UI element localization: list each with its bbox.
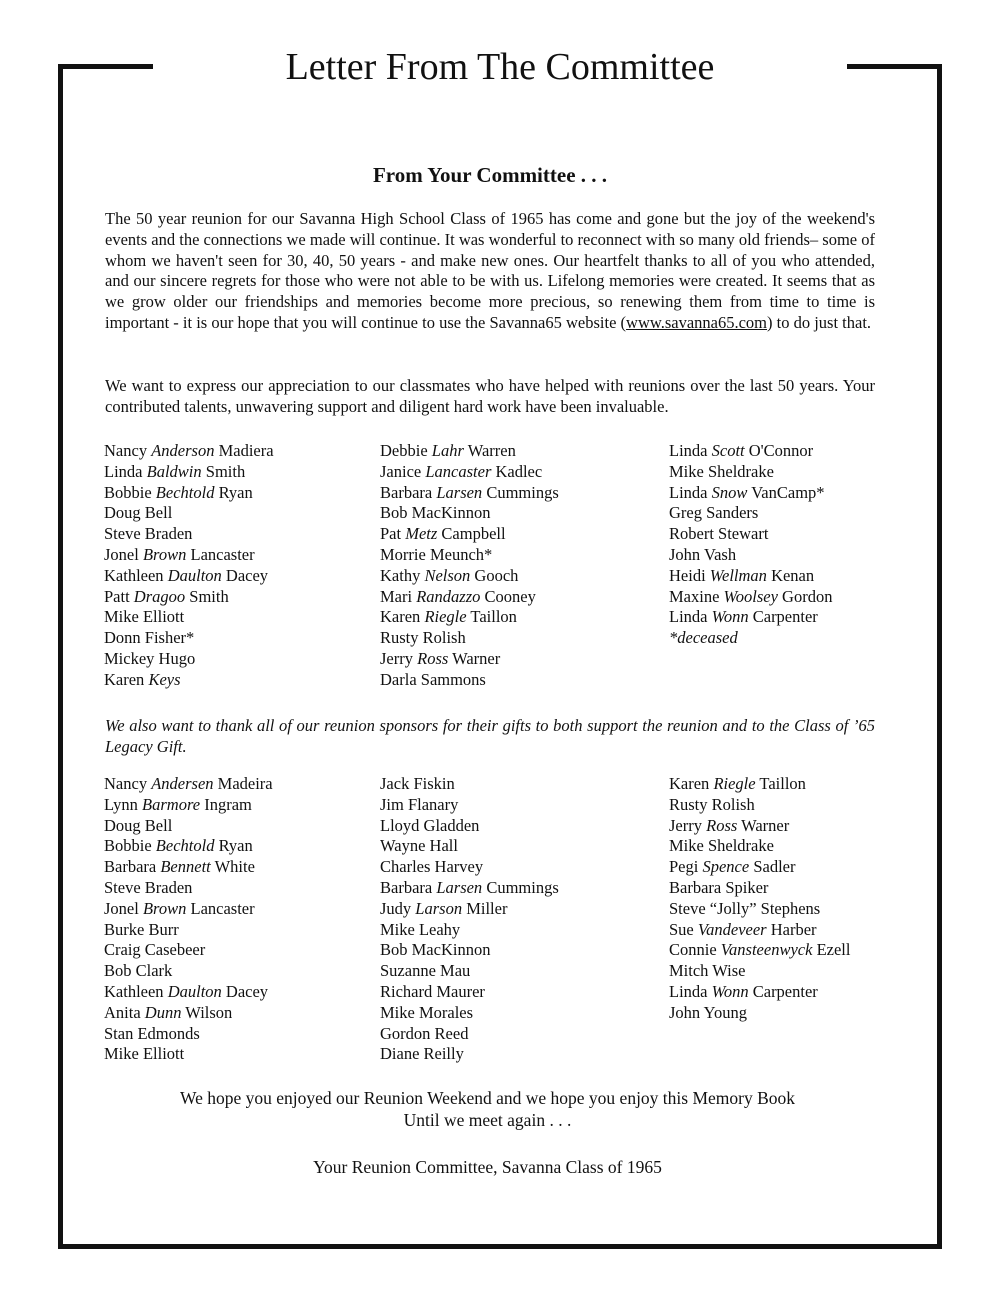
name-part-first: Darla Sammons xyxy=(380,669,486,689)
name-part-last: Ezell xyxy=(812,940,851,960)
name-part-italic: Spence xyxy=(702,857,750,877)
name-part-italic: Daulton xyxy=(167,981,222,1001)
name-part-first: Steve “Jolly” Stephens xyxy=(669,898,821,918)
name-part-italic: Barmore xyxy=(142,794,201,814)
name-list-item xyxy=(104,503,274,524)
name-part-italic: Bechtold xyxy=(155,836,215,856)
name-list-item xyxy=(104,670,274,691)
name-part-first: Nancy xyxy=(104,774,152,793)
name-part-last: O'Connor xyxy=(744,441,814,460)
name-part-italic: Brown xyxy=(142,898,187,918)
name-list-item xyxy=(380,503,559,524)
helpers-column-1 xyxy=(104,441,274,691)
name-part-first: Kathy xyxy=(380,565,425,585)
name-part-first: Barbara xyxy=(104,857,161,877)
name-list-item xyxy=(104,649,274,670)
name-part-italic: Ross xyxy=(417,648,449,668)
name-part-first: Karen xyxy=(669,774,714,793)
name-part-last: Warren xyxy=(463,441,516,460)
name-part-first: Debbie xyxy=(380,441,432,460)
name-part-first: Stan Edmonds xyxy=(104,1023,200,1043)
name-list-item xyxy=(104,483,274,504)
name-list-item xyxy=(104,545,274,566)
name-list-item xyxy=(669,774,850,795)
section-heading: From Your Committee . . . xyxy=(372,163,608,187)
name-part-last: Cooney xyxy=(480,586,536,606)
name-part-first: Rusty Rolish xyxy=(669,794,755,814)
name-list-item xyxy=(380,836,559,857)
name-list-item xyxy=(669,524,832,545)
name-part-italic: Lahr xyxy=(431,441,464,460)
name-list-item xyxy=(104,462,274,483)
name-part-first: Janice xyxy=(380,461,426,481)
name-list-item xyxy=(380,607,559,628)
name-part-first: Lynn xyxy=(104,794,143,814)
committee-signoff: Your Reunion Committee, Savanna Class of 1965 xyxy=(313,1157,662,1177)
name-part-first: Diane Reilly xyxy=(380,1044,464,1064)
name-part-last: Carpenter xyxy=(748,981,818,1001)
name-list-item xyxy=(380,940,559,961)
name-list-item xyxy=(669,961,850,982)
name-part-italic: Vansteenwyck xyxy=(720,940,813,960)
name-part-italic: Dunn xyxy=(144,1002,182,1022)
name-list-item xyxy=(380,483,559,504)
name-list-item xyxy=(104,816,273,837)
appreciation-paragraph: We want to express our appreciation to our classmates who have helped with reunions over the last 50 years. Your contributed talents, unwavering support and diligent hard work have been invaluable. xyxy=(105,376,875,416)
sponsors-intro: We also want to thank all of our reunion sponsors for their gifts to both support the reunion and to the Class of ’65 Legacy Gift. xyxy=(105,716,875,756)
sponsors-column-3 xyxy=(669,774,850,1024)
name-part-last: Carpenter xyxy=(748,607,818,627)
name-list-item xyxy=(380,1024,559,1045)
name-part-first: Steve Braden xyxy=(104,524,193,544)
name-part-first: Mike Leahy xyxy=(380,919,461,939)
name-part-first: Jonel xyxy=(104,544,143,564)
name-part-last: Dacey xyxy=(221,565,269,585)
closing-message xyxy=(0,1087,975,1131)
name-list-item xyxy=(380,1044,559,1065)
name-list-item xyxy=(104,836,273,857)
name-part-first: John Vash xyxy=(669,544,737,564)
name-list-item xyxy=(104,587,274,608)
name-part-first: Linda xyxy=(669,441,712,460)
name-part-italic: Baldwin xyxy=(146,461,202,481)
name-part-first: Jerry xyxy=(380,648,418,668)
website-link[interactable]: www.savanna65.com xyxy=(626,312,768,332)
name-list-item xyxy=(669,857,850,878)
name-list-item xyxy=(380,857,559,878)
name-part-italic: Nelson xyxy=(424,565,471,585)
name-part-last: Lancaster xyxy=(186,544,255,564)
name-list-item xyxy=(669,503,832,524)
name-list-item xyxy=(104,920,273,941)
name-part-first: Suzanne Mau xyxy=(380,961,471,981)
name-list-item xyxy=(669,878,850,899)
intro-text: The 50 year reunion for our Savanna High School Class of 1965 has come and gone but the joy of the weekend's events and the connections we made will continue. It was wonderful to reconnect with so many old friends– some of whom we haven't seen for 30, 40, 50 years - and make new ones. Our heartfelt thanks to all of you who attended, and our sincere regrets for those who were not able to be with us. Lifelong memories were created. It seems that as we grow older our friendships and memories become more precious, so renewing them from time to time is important - it is our hope that you will continue to use the Savanna65 website ( xyxy=(105,209,875,332)
name-part-first: Barbara xyxy=(380,482,437,502)
name-part-last: Ryan xyxy=(214,836,253,856)
name-part-first: Jonel xyxy=(104,898,143,918)
name-list-item xyxy=(104,878,273,899)
name-part-last: Smith xyxy=(201,461,246,481)
name-list-item xyxy=(669,483,832,504)
name-list-item xyxy=(380,982,559,1003)
name-part-italic: *deceased xyxy=(669,628,738,648)
name-part-last: Lancaster xyxy=(186,898,255,918)
closing-line-2: Until we meet again . . . xyxy=(403,1110,572,1130)
name-part-last: Cummings xyxy=(482,877,559,897)
name-part-first: Doug Bell xyxy=(104,815,173,835)
name-list-item xyxy=(669,836,850,857)
name-part-last: Taillon xyxy=(755,774,806,793)
name-list-item xyxy=(669,566,832,587)
name-part-italic: Anderson xyxy=(151,441,215,460)
name-part-first: Robert Stewart xyxy=(669,524,769,544)
name-part-italic: Woolsey xyxy=(723,586,778,606)
name-list-item xyxy=(380,899,559,920)
name-list-item xyxy=(380,649,559,670)
helpers-column-2 xyxy=(380,441,559,691)
name-part-last: VanCamp* xyxy=(747,482,825,502)
name-part-italic: Larson xyxy=(415,898,463,918)
intro-paragraph xyxy=(105,209,875,334)
name-part-first: Judy xyxy=(380,898,416,918)
closing-line-1: We hope you enjoyed our Reunion Weekend and we hope you enjoy this Memory Book xyxy=(179,1088,796,1108)
name-list-item xyxy=(669,899,850,920)
name-part-italic: Andersen xyxy=(151,774,214,793)
name-part-italic: Metz xyxy=(405,524,438,544)
name-part-last: Ryan xyxy=(214,482,253,502)
name-part-last: Harber xyxy=(766,919,817,939)
name-part-last: Madiera xyxy=(214,441,274,460)
name-part-last: Cummings xyxy=(482,482,559,502)
name-part-first: Mike Sheldrake xyxy=(669,836,774,856)
name-part-first: Kathleen xyxy=(104,565,168,585)
name-part-first: Anita xyxy=(104,1002,145,1022)
name-part-first: Linda xyxy=(669,482,712,502)
name-list-item xyxy=(669,816,850,837)
name-part-first: Pat xyxy=(380,524,406,544)
name-part-last: Wilson xyxy=(181,1002,233,1022)
name-part-first: Kathleen xyxy=(104,981,168,1001)
name-list-item xyxy=(380,774,559,795)
name-list-item xyxy=(380,441,559,462)
name-list-item xyxy=(380,878,559,899)
name-list-item xyxy=(380,462,559,483)
name-part-italic: Wellman xyxy=(709,565,767,585)
intro-text-end: ) to do just that. xyxy=(767,312,872,332)
name-list-item xyxy=(104,524,274,545)
name-list-item xyxy=(380,587,559,608)
name-part-first: Mitch Wise xyxy=(669,961,746,981)
name-part-first: Pegi xyxy=(669,857,703,877)
name-part-italic: Snow xyxy=(711,482,748,502)
name-list-item xyxy=(380,524,559,545)
name-part-last: Warner xyxy=(448,648,501,668)
name-part-first: Linda xyxy=(104,461,147,481)
name-part-italic: Wonn xyxy=(711,981,749,1001)
name-part-last: Gordon xyxy=(777,586,833,606)
name-part-first: Linda xyxy=(669,981,712,1001)
name-part-last: Sadler xyxy=(749,857,796,877)
name-part-last: Ingram xyxy=(200,794,252,814)
name-list-item xyxy=(669,441,832,462)
name-list-item xyxy=(669,545,832,566)
name-list-item xyxy=(380,545,559,566)
name-part-first: Greg Sanders xyxy=(669,503,759,523)
name-list-item xyxy=(104,441,274,462)
name-part-last: Smith xyxy=(185,586,229,606)
name-list-item xyxy=(380,566,559,587)
name-list-item xyxy=(104,940,273,961)
name-part-first: Mari xyxy=(380,586,417,606)
name-part-italic: Daulton xyxy=(167,565,222,585)
name-part-first: Gordon Reed xyxy=(380,1023,469,1043)
name-part-first: Bob Clark xyxy=(104,961,173,981)
name-part-italic: Ross xyxy=(706,815,738,835)
name-part-first: Sue xyxy=(669,919,698,939)
name-part-first: Donn Fisher* xyxy=(104,628,195,648)
name-part-italic: Scott xyxy=(711,441,745,460)
name-part-first: Lloyd Gladden xyxy=(380,815,480,835)
name-part-last: Kadlec xyxy=(491,461,543,481)
name-part-first: Connie xyxy=(669,940,721,960)
name-part-first: Bobbie xyxy=(104,836,156,856)
name-list-item xyxy=(380,961,559,982)
name-part-first: Richard Maurer xyxy=(380,981,485,1001)
name-part-first: Jerry xyxy=(669,815,707,835)
name-list-item xyxy=(669,587,832,608)
name-part-last: Gooch xyxy=(470,565,519,585)
name-part-first: Craig Casebeer xyxy=(104,940,206,960)
name-part-italic: Riegle xyxy=(713,774,756,793)
name-part-last: Miller xyxy=(462,898,508,918)
name-part-first: John Young xyxy=(669,1002,747,1022)
name-list-item xyxy=(104,628,274,649)
sponsors-column-1 xyxy=(104,774,273,1065)
name-part-italic: Keys xyxy=(148,669,181,689)
name-part-first: Heidi xyxy=(669,565,710,585)
name-list-item xyxy=(104,774,273,795)
name-part-first: Morrie Meunch* xyxy=(380,544,493,564)
name-list-item xyxy=(104,857,273,878)
name-part-italic: Riegle xyxy=(424,607,467,627)
name-part-first: Barbara Spiker xyxy=(669,877,769,897)
name-part-last: Taillon xyxy=(466,607,517,627)
name-list-item xyxy=(104,795,273,816)
name-part-first: Jack Fiskin xyxy=(380,774,455,793)
name-list-item xyxy=(669,940,850,961)
name-list-item xyxy=(104,1024,273,1045)
name-list-item xyxy=(380,920,559,941)
name-part-first: Bob MacKinnon xyxy=(380,503,491,523)
name-list-item xyxy=(104,961,273,982)
name-part-first: Karen xyxy=(380,607,425,627)
name-list-item xyxy=(669,1003,850,1024)
helpers-column-3 xyxy=(669,441,832,649)
name-part-last: Kenan xyxy=(766,565,815,585)
name-part-first: Mike Elliott xyxy=(104,607,185,627)
name-part-first: Mike Sheldrake xyxy=(669,461,774,481)
name-part-italic: Randazzo xyxy=(416,586,481,606)
name-part-first: Burke Burr xyxy=(104,919,179,939)
name-part-first: Patt xyxy=(104,586,134,606)
name-list-item xyxy=(669,628,832,649)
name-part-italic: Bennett xyxy=(160,857,211,877)
name-part-first: Barbara xyxy=(380,877,437,897)
name-list-item xyxy=(380,816,559,837)
name-part-first: Jim Flanary xyxy=(380,794,459,814)
name-list-item xyxy=(669,462,832,483)
name-list-item xyxy=(104,566,274,587)
name-list-item xyxy=(380,795,559,816)
name-part-first: Mike Morales xyxy=(380,1002,474,1022)
name-list-item xyxy=(104,1044,273,1065)
name-part-last: Warner xyxy=(737,815,790,835)
name-part-italic: Wonn xyxy=(711,607,749,627)
name-part-first: Wayne Hall xyxy=(380,836,458,856)
name-part-last: Dacey xyxy=(221,981,269,1001)
name-part-first: Maxine xyxy=(669,586,724,606)
name-list-item xyxy=(669,982,850,1003)
name-part-italic: Dragoo xyxy=(133,586,186,606)
name-list-item xyxy=(104,899,273,920)
name-part-italic: Brown xyxy=(142,544,187,564)
name-part-first: Mike Elliott xyxy=(104,1044,185,1064)
name-part-first: Karen xyxy=(104,669,149,689)
page-title: Letter From The Committee xyxy=(285,46,715,88)
name-part-first: Rusty Rolish xyxy=(380,628,466,648)
name-part-first: Doug Bell xyxy=(104,503,173,523)
name-list-item xyxy=(104,1003,273,1024)
name-part-first: Linda xyxy=(669,607,712,627)
name-list-item xyxy=(669,607,832,628)
name-part-italic: Bechtold xyxy=(155,482,215,502)
name-list-item xyxy=(104,607,274,628)
name-part-first: Charles Harvey xyxy=(380,857,484,877)
name-part-first: Steve Braden xyxy=(104,877,193,897)
name-part-last: Madeira xyxy=(213,774,273,793)
name-part-italic: Larsen xyxy=(436,482,483,502)
name-part-italic: Lancaster xyxy=(425,461,492,481)
name-list-item xyxy=(104,982,273,1003)
name-list-item xyxy=(669,920,850,941)
name-part-italic: Vandeveer xyxy=(697,919,767,939)
name-list-item xyxy=(380,1003,559,1024)
name-part-last: Campbell xyxy=(437,524,506,544)
name-part-first: Mickey Hugo xyxy=(104,648,196,668)
sponsors-column-2 xyxy=(380,774,559,1065)
name-list-item xyxy=(380,628,559,649)
name-part-last: White xyxy=(210,857,255,877)
name-part-first: Bobbie xyxy=(104,482,156,502)
name-part-first: Nancy xyxy=(104,441,152,460)
name-part-first: Bob MacKinnon xyxy=(380,940,491,960)
name-part-italic: Larsen xyxy=(436,877,483,897)
name-list-item xyxy=(669,795,850,816)
name-list-item xyxy=(380,670,559,691)
